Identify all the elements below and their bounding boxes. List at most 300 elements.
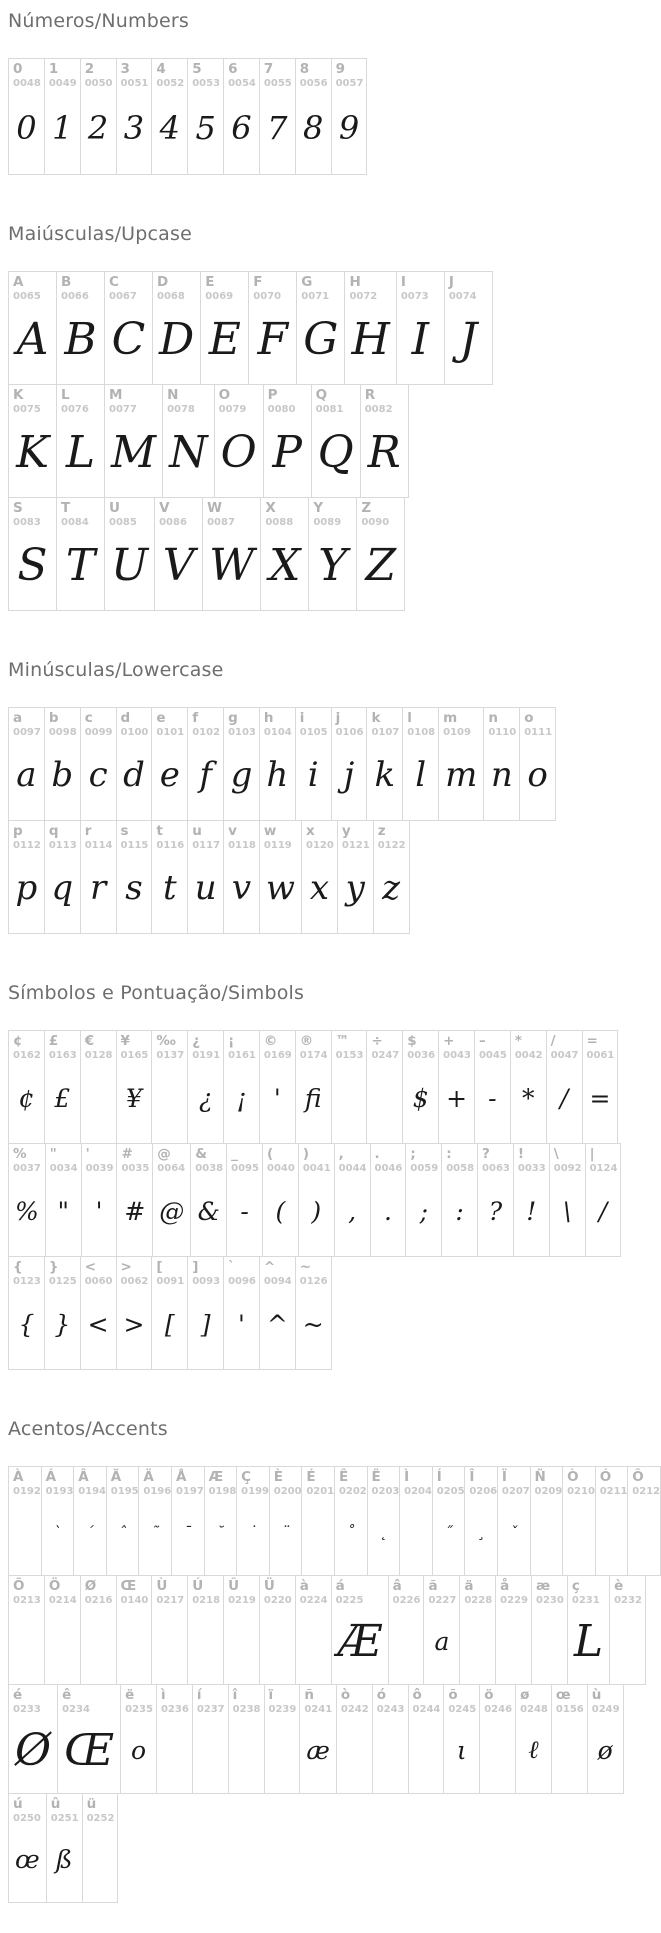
glyph-cell [104, 271, 153, 385]
cell-header [9, 1257, 44, 1287]
cell-header [188, 821, 223, 851]
unicode-code: 0216 [84, 1594, 113, 1606]
unicode-code: 0108 [407, 726, 436, 738]
unicode-code: 0153 [335, 1049, 364, 1061]
glyph-cell [56, 271, 105, 385]
glyph-preview: J [459, 313, 478, 365]
glyph-preview: Œ [64, 1724, 115, 1776]
glyph-preview [83, 1824, 118, 1902]
glyph-cell [8, 497, 57, 611]
cell-header [409, 1685, 444, 1715]
glyph-cell [299, 1684, 337, 1794]
cell-header [550, 1144, 585, 1174]
unicode-code: 0065 [13, 290, 41, 302]
character-label: ï [268, 1687, 274, 1703]
section-title: Símbolos e Pontuação/Simbols [8, 982, 305, 1004]
glyph-preview: ˆ [118, 1523, 127, 1541]
glyph-cell [8, 820, 45, 934]
character-label: w [263, 823, 277, 839]
character-label: U [109, 500, 120, 516]
glyph-preview [480, 1715, 515, 1793]
cell-header [45, 1031, 80, 1061]
character-label: f [192, 710, 199, 726]
glyph-preview: 8 [302, 108, 324, 147]
unicode-code: 0057 [335, 77, 364, 89]
glyph-cell [438, 707, 484, 821]
glyph-row [8, 497, 661, 611]
character-label: _ [231, 1146, 238, 1162]
unicode-code: 0110 [488, 726, 517, 738]
cell-header [83, 1794, 118, 1824]
glyph-preview: ˉ [184, 1523, 192, 1541]
glyph-cell [295, 1575, 332, 1685]
cell-header [117, 821, 152, 851]
unicode-code: 0123 [13, 1275, 41, 1287]
cell-header [191, 1144, 226, 1174]
cell-header [374, 821, 409, 851]
glyph-cell [204, 1466, 238, 1576]
glyph-preview: ¸ [477, 1523, 485, 1541]
cell-header [260, 1257, 295, 1287]
character-label: Ø [84, 1578, 97, 1594]
glyph-preview: : [455, 1196, 464, 1226]
glyph-preview: F [257, 313, 289, 365]
character-label: \ [553, 1146, 559, 1162]
glyph-cell [116, 58, 153, 175]
glyph-cell [187, 820, 224, 934]
glyph-preview: £ [54, 1083, 71, 1113]
unicode-code: 0234 [62, 1703, 90, 1715]
glyph-preview [9, 1606, 44, 1684]
glyph-preview: ' [273, 1083, 281, 1113]
unicode-code: 0085 [109, 516, 137, 528]
glyph-cell [477, 1143, 514, 1257]
character-label: Á [45, 1469, 57, 1485]
unicode-code: 0062 [120, 1275, 149, 1287]
glyph-preview [265, 1715, 300, 1793]
cell-header [260, 1576, 295, 1606]
glyph-preview: ¡ [236, 1083, 247, 1113]
cell-header [260, 821, 301, 851]
character-label: v [228, 823, 237, 839]
glyph-cell [80, 707, 117, 821]
cell-header [105, 272, 152, 302]
glyph-cell [154, 497, 203, 611]
character-label: a [13, 710, 23, 726]
glyph-preview: & [197, 1196, 220, 1226]
unicode-code: 0055 [263, 77, 292, 89]
unicode-code: 0054 [228, 77, 256, 89]
glyph-preview: H [351, 313, 390, 365]
cell-header [532, 1576, 567, 1606]
character-label: # [121, 1146, 133, 1162]
unicode-code: 0073 [400, 290, 429, 302]
unicode-code: 0095 [231, 1162, 259, 1174]
glyph-preview: m [445, 755, 478, 795]
character-label: ë [125, 1687, 135, 1703]
character-label: . [374, 1146, 380, 1162]
cell-header [520, 708, 555, 738]
unicode-code: 0207 [501, 1485, 530, 1497]
glyph-preview: X [269, 539, 301, 591]
character-label: > [120, 1259, 132, 1275]
glyph-cell [214, 384, 264, 498]
glyph-cell [531, 1575, 568, 1685]
glyph-preview: u [194, 868, 217, 908]
glyph-cell [80, 1575, 117, 1685]
glyph-cell [171, 1466, 205, 1576]
glyph-cell [151, 820, 188, 934]
cell-header [563, 1467, 595, 1497]
character-label: b [48, 710, 59, 726]
glyph-row [8, 1575, 661, 1685]
cell-header [610, 1576, 645, 1606]
glyph-cell [551, 1684, 588, 1794]
glyph-preview [409, 1715, 444, 1793]
unicode-code: 0059 [410, 1162, 439, 1174]
character-label: ^ [263, 1259, 276, 1275]
glyph-cell [156, 1684, 193, 1794]
cell-header [433, 1467, 465, 1497]
glyph-cell [495, 1575, 532, 1685]
unicode-code: 0116 [156, 839, 185, 851]
glyph-cell [301, 1466, 335, 1576]
unicode-code: 0101 [156, 726, 185, 738]
glyph-preview: L [573, 1615, 604, 1667]
unicode-code: 0083 [13, 516, 41, 528]
glyph-preview: 7 [267, 108, 288, 147]
unicode-code: 0228 [464, 1594, 493, 1606]
cell-header [224, 59, 259, 89]
character-label: Æ [208, 1469, 224, 1485]
glyph-cell [80, 58, 117, 175]
character-label: M [109, 387, 123, 403]
unicode-code: 0077 [109, 403, 137, 415]
cell-header [193, 1685, 228, 1715]
glyph-preview: Æ [337, 1615, 382, 1667]
glyph-cell [259, 1256, 296, 1370]
cell-header [201, 272, 248, 302]
glyph-preview: ˘ [216, 1523, 225, 1541]
cell-header [309, 498, 356, 528]
cell-header [583, 1031, 618, 1061]
section-title: Acentos/Accents [8, 1418, 168, 1440]
unicode-code: 0071 [301, 290, 330, 302]
section-lowercase [8, 659, 661, 934]
unicode-code: 0061 [586, 1049, 615, 1061]
cell-header [439, 708, 483, 738]
cell-header [588, 1685, 623, 1715]
character-label: 8 [299, 61, 310, 77]
unicode-code: 0224 [299, 1594, 328, 1606]
glyph-preview: ˚ [346, 1523, 355, 1541]
glyph-preview: 0 [16, 108, 37, 147]
unicode-code: 0079 [218, 403, 247, 415]
glyph-cell [546, 1030, 583, 1144]
character-label: ' [85, 1146, 90, 1162]
character-label: D [157, 274, 169, 290]
glyph-cell [438, 1030, 475, 1144]
glyph-preview [532, 1606, 567, 1684]
glyph-row [8, 707, 661, 821]
glyph-preview: ø [597, 1735, 613, 1765]
cell-header [105, 385, 162, 415]
cell-header [224, 1031, 259, 1061]
glyph-cell [402, 1030, 439, 1144]
cell-header [172, 1467, 204, 1497]
character-label: 0 [13, 61, 23, 77]
glyph-preview [9, 1497, 41, 1575]
character-label: Ö [48, 1578, 61, 1594]
glyph-cell [151, 1030, 188, 1144]
glyph-preview: U [111, 539, 149, 591]
glyph-preview: / [559, 1083, 569, 1113]
character-label: ø [520, 1687, 530, 1703]
glyph-preview [296, 1606, 331, 1684]
glyph-preview: b [51, 755, 74, 795]
unicode-code: 0191 [192, 1049, 221, 1061]
glyph-preview: N [169, 426, 208, 478]
character-label: Ó [599, 1469, 612, 1485]
unicode-code: 0089 [313, 516, 342, 528]
unicode-code: 0103 [228, 726, 256, 738]
character-label: á [335, 1578, 345, 1594]
cell-header [117, 708, 152, 738]
glyph-preview [400, 1497, 432, 1575]
cell-header [400, 1467, 432, 1497]
unicode-code: 0239 [268, 1703, 297, 1715]
glyph-preview: 3 [123, 108, 145, 147]
glyph-cell [162, 384, 215, 498]
glyph-preview: y [345, 868, 365, 908]
glyph-cell [562, 1466, 596, 1576]
character-label: l [407, 710, 412, 726]
cell-header [373, 1685, 408, 1715]
glyph-cell [301, 820, 338, 934]
glyph-preview: > [123, 1309, 145, 1339]
unicode-code: 0197 [175, 1485, 204, 1497]
unicode-code: 0036 [407, 1049, 436, 1061]
cell-header [152, 59, 187, 89]
unicode-code: 0161 [228, 1049, 256, 1061]
glyph-preview: B [64, 313, 97, 365]
cell-header [568, 1576, 609, 1606]
glyph-cell [223, 1575, 260, 1685]
character-label: ] [192, 1259, 199, 1275]
character-label: ( [266, 1146, 274, 1162]
unicode-code: 0165 [120, 1049, 149, 1061]
glyph-cell [264, 1684, 301, 1794]
unicode-code: 0047 [550, 1049, 579, 1061]
cell-header [58, 1685, 120, 1715]
glyph-preview: % [15, 1196, 39, 1226]
glyph-preview: ) [311, 1196, 322, 1226]
glyph-cell [120, 1684, 157, 1794]
unicode-code: 0200 [273, 1485, 302, 1497]
character-label: ô [412, 1687, 422, 1703]
glyph-preview: { [18, 1309, 35, 1339]
glyph-cell [510, 1030, 547, 1144]
character-label: ä [464, 1578, 474, 1594]
unicode-code: 0099 [84, 726, 113, 738]
glyph-cell [151, 707, 188, 821]
character-label: ç [571, 1578, 580, 1594]
glyph-cell [259, 1575, 296, 1685]
character-label: G [301, 274, 313, 290]
glyph-preview: ˝ [444, 1523, 453, 1541]
character-label: / [550, 1033, 556, 1049]
cell-header [57, 385, 104, 415]
glyph-preview: E [208, 313, 241, 365]
character-label: ? [482, 1146, 490, 1162]
character-label: î [232, 1687, 238, 1703]
unicode-code: 0194 [78, 1485, 107, 1497]
unicode-code: 0107 [371, 726, 400, 738]
glyph-preview: ¢ [18, 1083, 35, 1113]
character-label: m [443, 710, 458, 726]
character-label: ` [228, 1259, 235, 1275]
cell-header [514, 1144, 549, 1174]
character-label: ÷ [371, 1033, 383, 1049]
glyph-preview: $ [412, 1083, 429, 1113]
character-label: ã [428, 1578, 438, 1594]
unicode-code: 0115 [120, 839, 149, 851]
character-label: 1 [48, 61, 59, 77]
character-label: u [192, 823, 202, 839]
cell-header [389, 1576, 424, 1606]
glyph-cell [151, 1256, 188, 1370]
character-label: 7 [263, 61, 274, 77]
glyph-cell [366, 1030, 403, 1144]
unicode-code: 0090 [361, 516, 390, 528]
unicode-code: 0104 [263, 726, 292, 738]
glyph-preview: e [159, 755, 180, 795]
cell-header [397, 272, 444, 302]
cell-header [424, 1576, 459, 1606]
glyph-preview: q [51, 868, 74, 908]
character-label: ù [591, 1687, 602, 1703]
unicode-code: 0211 [599, 1485, 628, 1497]
character-label: V [159, 500, 170, 516]
glyph-row [8, 1256, 661, 1370]
glyph-preview: 6 [231, 108, 252, 147]
glyph-preview: ; [419, 1196, 428, 1226]
character-label: I [400, 274, 406, 290]
glyph-preview [552, 1715, 587, 1793]
glyph-cell [513, 1143, 550, 1257]
glyph-preview [337, 1715, 372, 1793]
character-label: û [50, 1796, 61, 1812]
section-accents [8, 1418, 661, 1903]
unicode-code: 0241 [304, 1703, 333, 1715]
character-label: = [586, 1033, 598, 1049]
cell-header [45, 821, 80, 851]
character-label: Y [313, 500, 324, 516]
glyph-preview: < [87, 1309, 109, 1339]
unicode-code: 0247 [371, 1049, 400, 1061]
cell-header [9, 821, 44, 851]
cell-header [9, 1144, 45, 1174]
unicode-code: 0231 [571, 1594, 600, 1606]
cell-header [460, 1576, 495, 1606]
glyph-cell [138, 1466, 172, 1576]
font-specimen-page [8, 10, 661, 1903]
character-label: ñ [304, 1687, 314, 1703]
cell-header [117, 1576, 152, 1606]
character-label: d [120, 710, 131, 726]
unicode-code: 0124 [589, 1162, 618, 1174]
cell-header [205, 1467, 237, 1497]
cell-header [9, 708, 44, 738]
unicode-code: 0068 [157, 290, 185, 302]
glyph-preview: n [490, 755, 513, 795]
glyph-preview: ( [275, 1196, 286, 1226]
glyph-preview: + [446, 1083, 468, 1113]
cell-header [332, 708, 367, 738]
glyph-cell [336, 1684, 373, 1794]
unicode-code: 0245 [448, 1703, 477, 1715]
cell-header [296, 1031, 331, 1061]
cell-header [302, 1467, 334, 1497]
glyph-preview: ℓ [528, 1735, 539, 1764]
unicode-code: 0088 [265, 516, 294, 528]
glyph-preview: g [230, 755, 253, 795]
cell-header [264, 385, 311, 415]
unicode-code: 0210 [567, 1485, 595, 1497]
glyph-cell [151, 1575, 188, 1685]
unicode-code: 0041 [302, 1162, 331, 1174]
unicode-code: 0192 [13, 1485, 41, 1497]
unicode-code: 0039 [85, 1162, 114, 1174]
glyph-cell [223, 1030, 260, 1144]
character-label: F [253, 274, 263, 290]
unicode-code: 0220 [263, 1594, 292, 1606]
unicode-code: 0105 [299, 726, 328, 738]
glyph-preview: r [89, 868, 107, 908]
glyph-preview: d [123, 755, 145, 795]
glyph-row [8, 1143, 661, 1257]
glyph-cell [56, 497, 105, 611]
glyph-cell [627, 1466, 661, 1576]
unicode-code: 0209 [534, 1485, 563, 1497]
glyph-cell [73, 1466, 107, 1576]
glyph-cell [356, 497, 405, 611]
glyph-preview: ˛ [379, 1523, 388, 1541]
unicode-code: 0037 [13, 1162, 41, 1174]
glyph-cell [223, 820, 260, 934]
glyph-cell [8, 384, 57, 498]
cell-header [9, 385, 56, 415]
glyph-preview: ˇ [509, 1523, 518, 1541]
unicode-code: 0092 [553, 1162, 582, 1174]
glyph-preview [117, 1606, 152, 1684]
cell-header [9, 59, 44, 89]
glyph-cell [370, 1143, 407, 1257]
glyph-preview: W [209, 539, 255, 591]
unicode-code: 0229 [500, 1594, 529, 1606]
unicode-code: 0044 [338, 1162, 367, 1174]
cell-header [117, 59, 152, 89]
unicode-code: 0156 [555, 1703, 584, 1715]
character-label: B [61, 274, 72, 290]
character-label: ¥ [120, 1033, 130, 1049]
character-label: p [13, 823, 23, 839]
glyph-preview: ? [488, 1196, 503, 1226]
character-label: N [167, 387, 179, 403]
glyph-cell [441, 1143, 478, 1257]
character-label: 3 [120, 61, 130, 77]
character-label: , [338, 1146, 344, 1162]
